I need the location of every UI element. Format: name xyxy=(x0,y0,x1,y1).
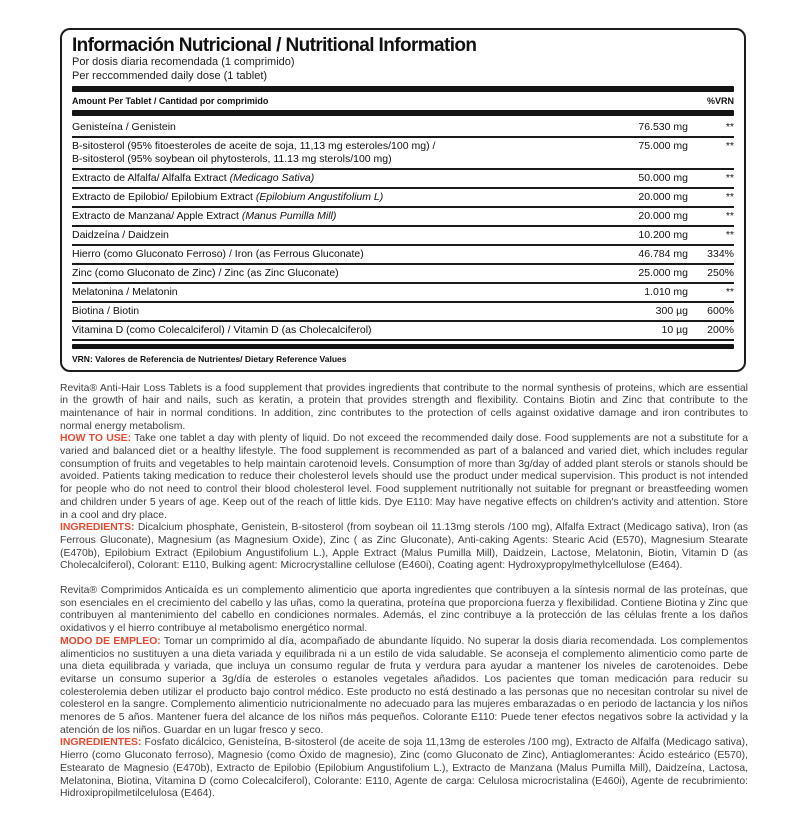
latin-name: (Medicago Sativa) xyxy=(229,171,315,184)
nutrient-amount: 10.200 mg xyxy=(638,228,688,241)
nutrient-vrn: ** xyxy=(725,209,734,222)
nutrient-vrn: ** xyxy=(725,190,734,203)
nutrient-name: Zinc (como Gluconato de Zinc) / Zinc (as Zinc Gluconate) xyxy=(72,266,339,279)
nutrient-vrn: 200% xyxy=(707,323,734,336)
table-row-vitamin-d xyxy=(72,322,734,341)
nutrient-name: Hierro (como Gluconato Ferroso) / Iron (as Ferrous Gluconate) xyxy=(72,247,364,260)
paragraph-es-ingredientes xyxy=(60,737,748,801)
nutrient-vrn: ** xyxy=(725,140,734,152)
nutrient-amount: 10 µg xyxy=(661,323,688,336)
table-row-zinc xyxy=(72,265,734,284)
table-row-epilobium-extract xyxy=(72,189,734,208)
nutrient-name: Extracto de Alfalfa/ Alfalfa Extract (Medicago Sativa) xyxy=(72,171,315,184)
amount-column-header: Amount Per Tablet / Cantidad por comprimido xyxy=(72,96,269,106)
nutrient-name-line2: B-sitosterol (95% soybean oil phytosterols, 11.13 mg sterols/100 mg) xyxy=(72,152,392,165)
paragraph-label: INGREDIENTS: xyxy=(60,522,135,534)
paragraph-text: Tomar un comprimido al día, acompañado de abundante líquido. No superar la dosis diaria recomendada. Los complementos alimenticios no sustituyen a una dieta variada y equilibrada ni a un estilo de vida saludable. Se aconseja el complemento alimenticio como parte de una dieta equilibrada y variada, que incluya un consumo regular de fruta y verdura para ayudar a mantener los niveles de carotenoides. Debe evitarse un consumo superior a 3g/día de esteroles o estanoles vegetales añadidos. Los pacientes que toman medicación para reducir su colesterolemia deben utilizar el producto bajo control médico. Este producto no está destinado a las personas que no necesitan controlar su nivel de colesterol en la sangre. Complemento alimenticio nutricionalmente no adecuado para las mujeres embarazadas o en periodo de lactancia y los niños menores de 5 años. Mantener fuera del alcance de los niños más pequeños. Colorante E110: Puede tener efectos negativos sobre la actividad y la atención de los niños. Guardar en un lugar fresco y seco. xyxy=(60,635,749,736)
nutrient-name: Extracto de Manzana/ Apple Extract (Manus Pumilla Mill) xyxy=(72,209,337,222)
nutrient-amount: 20.000 mg xyxy=(638,190,688,203)
table-row-b-sitosterol xyxy=(72,138,734,170)
nutrient-vrn: ** xyxy=(725,121,734,133)
table-row-iron xyxy=(72,246,734,265)
column-header-row xyxy=(72,95,734,107)
nutrient-vrn: 334% xyxy=(707,247,734,260)
paragraph-label: MODO DE EMPLEO: xyxy=(60,635,161,647)
nutrient-amount: 46.784 mg xyxy=(638,247,688,260)
paragraph-en-ingredients xyxy=(60,522,748,573)
nutrition-label-page xyxy=(0,28,800,828)
nutrient-name: Melatonina / Melatonin xyxy=(72,285,178,298)
paragraph-text: Take one tablet a day with plenty of liquid. Do not exceed the recommended daily dose. Food supplements are not a substitute for a varied and balanced diet or a healthy lifestyle. The food supplement is recommended as part of a balanced and varied diet, which includes regular consumption of fruits and vegetables to help maintain carotenoid levels. Consumption of more than 3g/day of added plant sterols or stanols should be avoided. Patients taking medication to reduce their cholesterol levels should use the product under medical supervision. This product is not intended for people who do not need to control their blood cholesterol level. Food supplement nutritionally not suitable for pregnant or breastfeeding women and children under 5 years of age. Keep out of the reach of little kids. Dye E110: May have negative effects on children's activity and attention. Store in a cool and dry place. xyxy=(60,433,749,521)
nutrient-amount: 20.000 mg xyxy=(638,209,688,222)
divider-bar-header xyxy=(72,110,734,116)
label-title: Información Nutricional / Nutritional Information xyxy=(72,35,477,56)
paragraph-text: Revita® Anti-Hair Loss Tablets is a food supplement that provides ingredients that contribute to the normal synthesis of proteins, which are essential in the growth of hair and nails, such as keratin, a protein that provides strength and flexibility. Contains Biotin and Zinc that contribute to the maintenance of hair in normal conditions. In addition, zinc contributes to the protection of cells against oxidative damage and iron contributes to normal energy metabolism. xyxy=(60,382,748,432)
paragraph-es-description xyxy=(60,585,748,636)
divider-bar-top xyxy=(72,86,734,92)
info-paragraphs xyxy=(60,383,748,802)
table-row-daidzein xyxy=(72,227,734,246)
nutrient-amount: 50.000 mg xyxy=(638,171,688,184)
label-subtitle-es: Por dosis diaria recomendada (1 comprimido) xyxy=(72,56,295,68)
nutrient-vrn: ** xyxy=(725,228,734,241)
nutrient-amount: 76.530 mg xyxy=(638,121,688,133)
paragraph-label: INGREDIENTES: xyxy=(60,737,142,749)
paragraph-en-how-to-use xyxy=(60,433,748,522)
nutrient-name: Vitamina D (como Colecalciferol) / Vitamin D (as Cholecalciferol) xyxy=(72,323,372,336)
paragraph-text: Revita® Comprimidos Anticaída es un complemento alimenticio que aporta ingredientes que contribuyen a la síntesis normal de las proteínas, que son esenciales en el crecimiento del cabello y las uñas, como la queratina, proteína que proporciona fuerza y flexibilidad. Contiene Biotina y Zinc que contribuyen al mantenimiento del cabello en condiciones normales. Además, el zinc contribuye a la protección de las células frente a los daños oxidativos y el hierro contribuye al metabolismo energético normal. xyxy=(60,585,748,635)
nutrient-vrn: ** xyxy=(725,285,734,298)
nutrition-facts-box xyxy=(60,28,746,372)
nutrient-amount: 300 µg xyxy=(655,304,688,317)
paragraph-text: Fosfato dicálcico, Genisteína, B-sitosterol (de aceite de soja 11,13mg de esteroles /100 mg), Extracto de Alfalfa (Medicago sativa), Hierro (como Gluconato ferroso), Magnesio (como Óxido de magnesio), Zinc (como Gluconato de Zinc), Antiaglomerantes: Ácido esteárico (E570), Estearato de Magnesio (E470b), Extracto de Epilobio (Epilobium Angustifolium L.), Extracto de Manzana (Malus Pumilla Mill), Daidzeína, Lactosa, Melatonina, Biotina, Vitamina D (como Colecalciferol), Colorante: E110, Agente de carga: Celulosa microcristalina (E460i), Agente de recubrimiento: Hidroxipropilmetilcelulosa (E464). xyxy=(60,737,748,800)
nutrient-vrn: 600% xyxy=(707,304,734,317)
nutrient-amount: 25.000 mg xyxy=(638,266,688,279)
vrn-column-header: %VRN xyxy=(706,96,734,106)
paragraph-label: HOW TO USE: xyxy=(60,433,132,445)
paragraph-es-modo-de-empleo xyxy=(60,636,748,738)
paragraph-text: Dicalcium phosphate, Genistein, B-sitosterol (from soybean oil 11.13mg sterols /100 mg), Alfalfa Extract (Medicago sativa), Iron (as Ferrous Gluconate), Magnesium (as Magnesium Oxide), Zinc ( as Zinc Gluconate), Anti-caking Agents: Stearic Acid (E570), Magnesium Stearate (E470b), Epilobium Extract (Epilobium Angustifolium L.), Apple Extract (Malus Pumilla Mill), Daidzein, Lactose, Melatonin, Biotin, Vitamin D (as Cholecalciferol), Colorant: E110, Bulking agent: Microcrystalline cellulose (E460i), Coating agent: Hydroxypropylmethylcellulose (E464). xyxy=(60,522,748,572)
table-row-apple-extract xyxy=(72,208,734,227)
paragraph-en-description xyxy=(60,383,748,434)
latin-name: (Manus Pumilla Mill) xyxy=(241,209,337,222)
vrn-footnote: VRN: Valores de Referencia de Nutrientes/ Dietary Reference Values xyxy=(72,353,347,364)
nutrient-amount: 1.010 mg xyxy=(644,285,688,298)
divider-bar-bottom xyxy=(72,344,734,349)
nutrient-name: Daidzeína / Daidzein xyxy=(72,228,169,241)
nutrient-name: Extracto de Epilobio/ Epilobium Extract (Epilobium Angustifolium L) xyxy=(72,190,384,203)
latin-name: (Epilobium Angustifolium L) xyxy=(255,190,384,203)
table-row-genistein xyxy=(72,119,734,138)
nutrient-vrn: 250% xyxy=(707,266,734,279)
table-row-alfalfa-extract xyxy=(72,170,734,189)
label-subtitle-en: Per reccommended daily dose (1 tablet) xyxy=(72,69,268,82)
nutrient-name: Genisteína / Genistein xyxy=(72,121,176,133)
nutrient-vrn: ** xyxy=(725,171,734,184)
table-row-biotin xyxy=(72,303,734,322)
nutrient-amount: 75.000 mg xyxy=(638,140,688,152)
table-row-melatonin xyxy=(72,284,734,303)
nutrient-name: Biotina / Biotin xyxy=(72,304,140,317)
nutrient-name: B-sitosterol (95% fitoesteroles de aceite de soja, 11,13 mg esteroles/100 mg) / B-sitosterol (95% soybean oil phytosterols, 11.13 mg sterols/100 mg) xyxy=(72,140,596,165)
